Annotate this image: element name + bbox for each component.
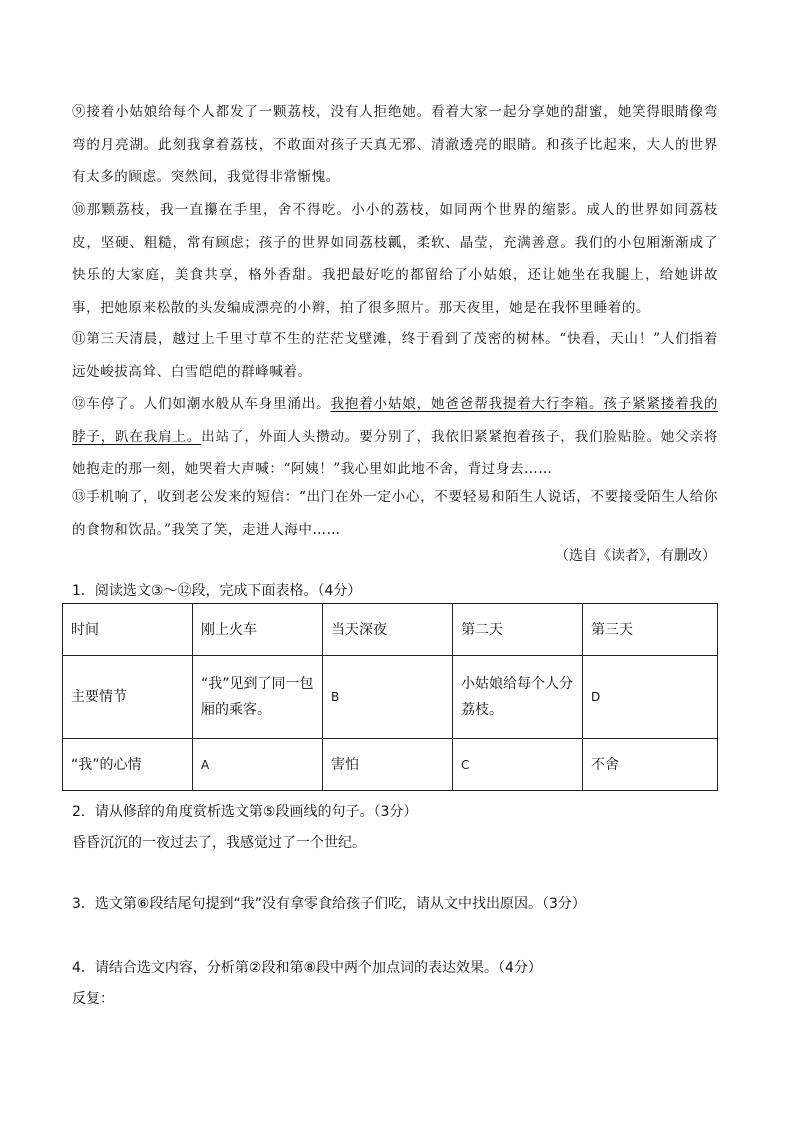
table-cell: 主要情节: [63, 656, 193, 739]
table-cell: “我”见到了同一包厢的乘客。: [193, 656, 323, 739]
question-1: 1．阅读选文③～⑫段，完成下面表格。（4分）: [72, 583, 362, 599]
table-cell: 害怕: [323, 739, 453, 791]
paragraph-12: [72, 388, 718, 486]
table-cell: 小姑娘给每个人分荔枝。: [453, 656, 583, 739]
question-4: 4．请结合选文内容，分析第②段和第⑧段中两个加点词的表达效果。（4分）: [72, 960, 542, 976]
table-cell: 当天深夜: [323, 604, 453, 656]
table-header-row: [63, 604, 718, 656]
summary-table: [62, 603, 718, 791]
answer-blank-b: B: [323, 656, 453, 739]
table-row-mood: [63, 739, 718, 791]
table-cell: 刚上火车: [193, 604, 323, 656]
table-cell: 不舍: [583, 739, 718, 791]
paragraph-12-part-b: 出站了，外面人头攒动。要分别了，我依旧紧紧抱着孩子，我们脸贴脸。她父亲将她抱走的那一刻，她哭着大声喊：“阿姨！”我心里如此地不舍，背过身去……: [72, 428, 718, 478]
question-4-answer-label: 反复：: [72, 991, 114, 1007]
table-cell: 第三天: [583, 604, 718, 656]
paragraph-12-part-a: ⑫车停了。人们如潮水般从车身里涌出。: [72, 396, 331, 412]
paragraph-13: ⑬手机响了，收到老公发来的短信：“出门在外一定小心，不要轻易和陌生人说话，不要接受陌生人给你的食物和饮品。”我笑了笑，走进人海中……: [72, 489, 718, 538]
question-2-sentence: 昏昏沉沉的一夜过去了，我感觉过了一个世纪。: [72, 835, 366, 851]
table-cell: 第二天: [453, 604, 583, 656]
paragraph-10: ⑩那颗荔枝，我一直攥在手里，舍不得吃。小小的荔枝，如同两个世界的缩影。成人的世界如同荔枝皮，坚硬、粗糙，常有顾虑；孩子的世界如同荔枝瓤，柔软、晶莹，充满善意。我们的小包厢渐渐成了快乐的大家庭，美食共享，格外香甜。我把最好吃的都留给了小姑娘，还让她坐在我腿上，给她讲故事，把她原来松散的头发编成漂亮的小辫，拍了很多照片。那天夜里，她是在我怀里睡着的。: [72, 202, 718, 316]
answer-blank-d: D: [583, 656, 718, 739]
table-cell: 时间: [63, 604, 193, 656]
table-cell: “我”的心情: [63, 739, 193, 791]
question-3: 3．选文第⑥段结尾句提到“我”没有拿零食给孩子们吃，请从文中找出原因。（3分）: [72, 896, 586, 912]
paragraph-12-underlined: 我抱着小姑娘，她爸爸帮我提着大行李箱。孩子紧紧搂着我的脖子，趴在我肩上。: [72, 396, 718, 445]
paragraph-9: ⑨接着小姑娘给每个人都发了一颗荔枝，没有人拒绝她。看着大家一起分享她的甜蜜，她笑得眼睛像弯弯的月亮湖。此刻我拿着荔枝，不敢面对孩子天真无邪、清澈透亮的眼睛。和孩子比起来，大人的世界有太多的顾虑。突然间，我觉得非常惭愧。: [72, 104, 718, 186]
paragraph-11: ⑪第三天清晨，越过上千里寸草不生的茫茫戈壁滩，终于看到了茂密的树林。“快看，天山！”人们指着远处峻拔高耸、白雪皑皑的群峰喊着。: [72, 331, 718, 380]
question-2: 2．请从修辞的角度赏析选文第⑤段画线的句子。（3分）: [72, 804, 418, 820]
source-citation: （选自《读者》，有删改）: [555, 548, 716, 564]
answer-blank-c: C: [453, 739, 583, 791]
table-row-plot: [63, 656, 718, 739]
answer-blank-a: A: [193, 739, 323, 791]
